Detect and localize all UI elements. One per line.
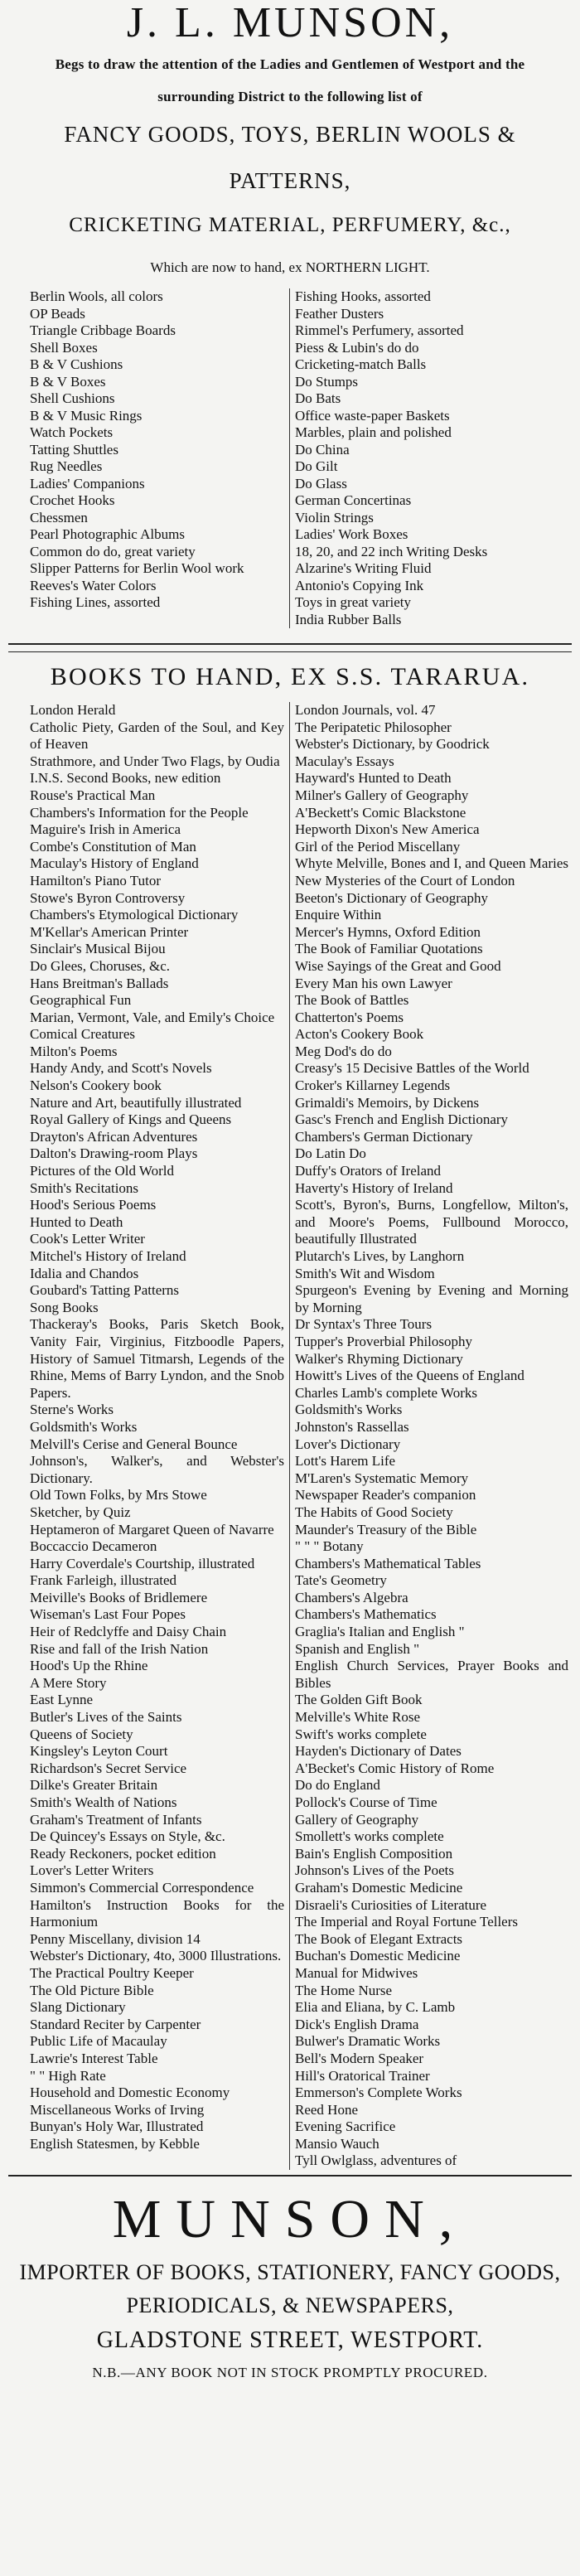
book-item: Creasy's 15 Decisive Battles of the World — [295, 1060, 529, 1077]
book-item: Chambers's Information for the People — [30, 804, 249, 821]
book-item: English Statesmen, by Kebble — [30, 2135, 200, 2152]
book-item: Marian, Vermont, Vale, and Emily's Choice — [30, 1009, 275, 1025]
list-item: Do Glass — [295, 475, 347, 491]
book-item: Gasc's French and English Dictionary — [295, 1111, 509, 1128]
book-item: Simmon's Commercial Correspondence — [30, 1879, 254, 1896]
book-item: Sinclair's Musical Bijou — [30, 941, 166, 957]
book-item: Acton's Cookery Book — [295, 1026, 424, 1043]
book-item: Mitchel's History of Ireland — [30, 1248, 186, 1264]
book-item: Chambers's German Dictionary — [295, 1128, 473, 1145]
book-item: Hans Breitman's Ballads — [30, 975, 169, 991]
book-item: Rouse's Practical Man — [30, 787, 156, 803]
book-item: Duffy's Orators of Ireland — [295, 1163, 442, 1179]
list-item: German Concertinas — [295, 492, 412, 508]
footer-address: GLADSTONE STREET, WESTPORT. — [96, 2327, 484, 2354]
book-item: Disraeli's Curiosities of Literature — [295, 1896, 487, 1913]
book-item: The Book of Elegant Extracts — [295, 1930, 463, 1947]
book-item: The Practical Poultry Keeper — [30, 1964, 194, 1981]
book-item: Goldsmith's Works — [30, 1418, 138, 1435]
book-item: Graham's Domestic Medicine — [295, 1879, 463, 1896]
book-item: Do do England — [295, 1777, 380, 1794]
list-item: B & V Cushions — [30, 356, 123, 372]
book-item: I.N.S. Second Books, new edition — [30, 770, 221, 787]
list-item: Office waste-paper Baskets — [295, 407, 450, 424]
list-item: Reeves's Water Colors — [30, 577, 157, 593]
book-item: The Old Picture Bible — [30, 1982, 154, 1998]
book-item: Dilke's Greater Britain — [30, 1777, 158, 1794]
list-item: Do China — [295, 441, 350, 458]
list-item: Chessmen — [30, 509, 88, 525]
footer-nb: N.B.—ANY BOOK NOT IN STOCK PROMPTLY PROCURED. — [92, 2365, 488, 2381]
book-item: The Book of Battles — [295, 992, 409, 1009]
list-item: Toys in great variety — [295, 594, 411, 610]
book-item: Comical Creatures — [30, 1026, 135, 1043]
book-item: Hayward's Hunted to Death — [295, 770, 452, 787]
book-item: Tate's Geometry — [295, 1572, 387, 1589]
book-item: Scott's, Byron's, Burns, Longfellow, Milton's, and Moore's Poems, Fullbound Morocco, beautifully Illustrated — [295, 1197, 568, 1247]
book-item: Webster's Dictionary, 4to, 3000 Illustrations. — [30, 1948, 282, 1964]
book-item: Bulwer's Dramatic Works — [295, 2033, 441, 2050]
book-item: Meg Dod's do do — [295, 1043, 392, 1059]
book-item: The Imperial and Royal Fortune Tellers — [295, 1914, 519, 1930]
book-item: The Golden Gift Book — [295, 1692, 423, 1708]
book-item: Wiseman's Last Four Popes — [30, 1606, 186, 1623]
book-item: Thackeray's Books, Paris Sketch Book, Vanity Fair, Virginius, Fitzboodle Papers, History of Samuel Titmarsh, Legends of the Rhine, Mems of Barry Lyndon, and the Snob Papers. — [30, 1316, 284, 1401]
book-item: Hayden's Dictionary of Dates — [295, 1743, 462, 1760]
list-item: Rimmel's Perfumery, assorted — [295, 322, 464, 338]
book-item: Handy Andy, and Scott's Novels — [30, 1060, 212, 1077]
book-item: Graglia's Italian and English " — [295, 1624, 465, 1640]
book-item: Chambers's Algebra — [295, 1589, 408, 1605]
book-item: Frank Farleigh, illustrated — [30, 1572, 177, 1589]
list-item: Crochet Hooks — [30, 492, 115, 508]
book-item: Hamilton's Instruction Books for the Harmonium — [30, 1896, 284, 1930]
list-item: Ladies' Work Boxes — [295, 526, 408, 542]
list-item: Shell Boxes — [30, 339, 98, 356]
book-item: " " High Rate — [30, 2067, 106, 2084]
fancy-goods-list — [8, 288, 572, 628]
book-item: London Journals, vol. 47 — [295, 702, 436, 718]
book-item: Mansio Wauch — [295, 2135, 379, 2152]
book-item: Royal Gallery of Kings and Queens — [30, 1111, 232, 1128]
book-item: Harry Coverdale's Courtship, illustrated — [30, 1555, 255, 1571]
book-item: Wise Sayings of the Great and Good — [295, 957, 501, 974]
book-item: De Quincey's Essays on Style, &c. — [30, 1828, 225, 1845]
book-item: Standard Reciter by Carpenter — [30, 2016, 201, 2032]
book-item: Meiville's Books of Bridlemere — [30, 1589, 208, 1605]
book-item: Grimaldi's Memoirs, by Dickens — [295, 1094, 480, 1111]
list-item: Cricketing-match Balls — [295, 356, 427, 372]
book-item: Hunted to Death — [30, 1213, 123, 1230]
book-item: Hill's Oratorical Trainer — [295, 2067, 430, 2084]
book-item: Queens of Society — [30, 1726, 133, 1742]
book-item: Catholic Piety, Garden of the Soul, and Key of Heaven — [30, 719, 284, 753]
book-item: Heir of Redclyffe and Daisy Chain — [30, 1624, 227, 1640]
book-item: Enquire Within — [295, 907, 382, 923]
book-item: " " " Botany — [295, 1538, 364, 1555]
book-item: Public Life of Macaulay — [30, 2033, 167, 2050]
book-item: Johnson's, Walker's, and Webster's Dictionary. — [30, 1453, 284, 1486]
section-divider — [8, 643, 572, 645]
book-item: Goldsmith's Works — [295, 1402, 403, 1418]
book-item: Howitt's Lives of the Queens of England — [295, 1368, 524, 1384]
intro-line-2: surrounding District to the following list of — [157, 89, 423, 104]
list-item: Do Bats — [295, 390, 341, 406]
book-item: Graham's Treatment of Infants — [30, 1811, 202, 1828]
list-item: Alzarine's Writing Fluid — [295, 560, 432, 576]
book-item: Do Glees, Choruses, &c. — [30, 957, 171, 974]
book-item: Chambers's Mathematical Tables — [295, 1555, 481, 1571]
book-item: Chambers's Mathematics — [295, 1606, 437, 1623]
book-item: Boccaccio Decameron — [30, 1538, 157, 1555]
book-item: Emmerson's Complete Works — [295, 2085, 462, 2101]
book-item: Miscellaneous Works of Irving — [30, 2101, 205, 2118]
book-item: Penny Miscellany, division 14 — [30, 1930, 201, 1947]
book-item: Bell's Modern Speaker — [295, 2050, 424, 2066]
book-item: Dr Syntax's Three Tours — [295, 1316, 433, 1333]
book-item: Maguire's Irish in America — [30, 821, 181, 838]
book-item: Girl of the Period Miscellany — [295, 838, 461, 855]
book-item: Heptameron of Margaret Queen of Navarre — [30, 1521, 274, 1537]
list-item: India Rubber Balls — [295, 611, 402, 627]
book-item: Elia and Eliana, by C. Lamb — [295, 1999, 456, 2016]
book-item: Milner's Gallery of Geography — [295, 787, 469, 803]
book-item: Lover's Dictionary — [295, 1436, 401, 1452]
book-item: Lott's Harem Life — [295, 1453, 396, 1470]
list-item: Do Stumps — [295, 373, 359, 390]
books-right-column — [290, 702, 572, 2170]
book-item: Melville's White Rose — [295, 1709, 421, 1726]
list-item: Tatting Shuttles — [30, 441, 118, 458]
book-item: Webster's Dictionary, by Goodrick — [295, 736, 490, 753]
book-item: The Home Nurse — [295, 1982, 393, 1998]
list-item: Pearl Photographic Albums — [30, 526, 185, 542]
book-item: Kingsley's Leyton Court — [30, 1743, 168, 1760]
book-item: Smith's Wit and Wisdom — [295, 1265, 435, 1281]
book-item: Johnston's Rassellas — [295, 1418, 409, 1435]
book-item: Maunder's Treasury of the Bible — [295, 1521, 477, 1537]
book-item: Lover's Letter Writers — [30, 1862, 154, 1879]
list-item: Berlin Wools, all colors — [30, 288, 163, 304]
book-item: Household and Domestic Economy — [30, 2085, 230, 2101]
book-item: Mercer's Hymns, Oxford Edition — [295, 923, 481, 940]
book-item: Geographical Fun — [30, 992, 132, 1009]
book-item: Dalton's Drawing-room Plays — [30, 1145, 198, 1162]
books-list — [8, 702, 572, 2170]
list-item: B & V Music Rings — [30, 407, 143, 424]
book-item: Smollett's works complete — [295, 1828, 444, 1845]
book-item: Pollock's Course of Time — [295, 1794, 437, 1810]
title-line-1: FANCY GOODS, TOYS, BERLIN WOOLS & PATTERNS, — [64, 122, 516, 193]
books-heading — [8, 652, 572, 702]
book-item: Every Man his own Lawyer — [295, 975, 452, 991]
list-item: Rug Needles — [30, 458, 103, 474]
book-item: Nelson's Cookery book — [30, 1077, 162, 1094]
book-item: Idalia and Chandos — [30, 1265, 139, 1281]
book-item: Hood's Up the Rhine — [30, 1658, 148, 1674]
book-item: Sterne's Works — [30, 1402, 114, 1418]
list-item: Violin Strings — [295, 509, 374, 525]
books-title: BOOKS TO HAND, EX S.S. TARARUA. — [50, 663, 530, 690]
book-item: Milton's Poems — [30, 1043, 118, 1059]
book-item: New Mysteries of the Court of London — [295, 872, 515, 889]
footer-divider — [8, 2175, 572, 2177]
book-item: Ready Reckoners, pocket edition — [30, 1845, 216, 1862]
book-item: Drayton's African Adventures — [30, 1128, 198, 1145]
book-item: Song Books — [30, 1299, 99, 1315]
footer-name: MUNSON, — [112, 2189, 468, 2250]
footer-line-1: IMPORTER OF BOOKS, STATIONERY, FANCY GOODS, — [19, 2260, 561, 2285]
list-item: Do Gilt — [295, 458, 338, 474]
book-item: Goubard's Tatting Patterns — [30, 1282, 180, 1299]
book-item: Swift's works complete — [295, 1726, 427, 1742]
book-item: Slang Dictionary — [30, 1999, 126, 2016]
list-item: Watch Pockets — [30, 424, 114, 440]
book-item: Johnson's Lives of the Poets — [295, 1862, 454, 1879]
which-line: Which are now to hand, ex NORTHERN LIGHT. — [150, 259, 430, 275]
book-item: Nature and Art, beautifully illustrated — [30, 1094, 242, 1111]
book-item: Evening Sacrifice — [295, 2118, 396, 2135]
book-item: Tyll Owlglass, adventures of — [295, 2152, 457, 2169]
book-item: Newspaper Reader's companion — [295, 1487, 476, 1503]
book-item: Smith's Wealth of Nations — [30, 1794, 177, 1810]
book-item: Stowe's Byron Controversy — [30, 889, 186, 906]
book-item: The Book of Familiar Quotations — [295, 941, 483, 957]
book-item: A'Beckett's Comic Blackstone — [295, 804, 466, 821]
list-item: Piess & Lubin's do do — [295, 339, 419, 356]
book-item: Maculay's Essays — [295, 753, 394, 769]
book-item: Bunyan's Holy War, Illustrated — [30, 2118, 204, 2135]
book-item: Old Town Folks, by Mrs Stowe — [30, 1487, 207, 1503]
merchant-name: J. L. MUNSON, — [126, 0, 454, 46]
list-item: Feather Dusters — [295, 305, 384, 322]
books-left-column — [8, 702, 290, 2170]
book-item: Maculay's History of England — [30, 855, 199, 872]
list-item: Triangle Cribbage Boards — [30, 322, 176, 338]
list-item: Antonio's Copying Ink — [295, 577, 424, 593]
book-item: The Habits of Good Society — [295, 1503, 453, 1520]
book-item: Bain's English Composition — [295, 1845, 453, 1862]
list-item: Slipper Patterns for Berlin Wool work — [30, 560, 244, 576]
book-item: Walker's Rhyming Dictionary — [295, 1350, 463, 1367]
book-item: Charles Lamb's complete Works — [295, 1384, 477, 1401]
book-item: Plutarch's Lives, by Langhorn — [295, 1248, 465, 1264]
book-item: Hood's Serious Poems — [30, 1197, 157, 1213]
list-item: B & V Boxes — [30, 373, 106, 390]
book-item: Rise and fall of the Irish Nation — [30, 1640, 209, 1657]
book-item: Reed Hone — [295, 2101, 359, 2118]
book-item: Gallery of Geography — [295, 1811, 419, 1828]
book-item: Melvill's Cerise and General Bounce — [30, 1436, 238, 1452]
book-item: Croker's Killarney Legends — [295, 1077, 451, 1094]
book-item: Pictures of the Old World — [30, 1163, 174, 1179]
book-item: Whyte Melville, Bones and I, and Queen Maries — [295, 855, 568, 872]
list-item: OP Beads — [30, 305, 85, 322]
book-item: A Mere Story — [30, 1674, 107, 1691]
book-item: Chambers's Etymological Dictionary — [30, 907, 239, 923]
book-item: Dick's English Drama — [295, 2016, 419, 2032]
book-item: M'Kellar's American Printer — [30, 923, 189, 940]
book-item: Cook's Letter Writer — [30, 1231, 145, 1247]
book-item: English Church Services, Prayer Books and Bibles — [295, 1658, 568, 1691]
book-item: M'Laren's Systematic Memory — [295, 1470, 469, 1486]
book-item: Do Latin Do — [295, 1145, 366, 1162]
book-item: Manual for Midwives — [295, 1964, 418, 1981]
fancy-goods-right-column — [290, 288, 572, 628]
book-item: Butler's Lives of the Saints — [30, 1709, 182, 1726]
footer-section — [8, 2183, 572, 2387]
book-item: Smith's Recitations — [30, 1179, 139, 1196]
book-item: Haverty's History of Ireland — [295, 1179, 453, 1196]
list-item: Shell Cushions — [30, 390, 115, 406]
book-item: Beeton's Dictionary of Geography — [295, 889, 488, 906]
book-item: Strathmore, and Under Two Flags, by Oudia — [30, 753, 280, 769]
book-item: A'Becket's Comic History of Rome — [295, 1760, 495, 1776]
book-item: Sketcher, by Quiz — [30, 1503, 131, 1520]
fancy-goods-left-column — [8, 288, 290, 628]
header-section — [8, 0, 572, 288]
book-item: Buchan's Domestic Medicine — [295, 1948, 461, 1964]
list-item: 18, 20, and 22 inch Writing Desks — [295, 543, 488, 559]
title-line-2: CRICKETING MATERIAL, PERFUMERY, &c., — [69, 214, 511, 236]
list-item: Marbles, plain and polished — [295, 424, 452, 440]
book-item: Spanish and English " — [295, 1640, 420, 1657]
book-item: The Peripatetic Philosopher — [295, 719, 452, 735]
book-item: Combe's Constitution of Man — [30, 838, 196, 855]
list-item: Common do do, great variety — [30, 543, 196, 559]
book-item: Hepworth Dixon's New America — [295, 821, 480, 838]
intro-line-1: Begs to draw the attention of the Ladies and Gentlemen of Westport and the — [55, 56, 525, 72]
book-item: Chatterton's Poems — [295, 1009, 404, 1025]
list-item: Ladies' Companions — [30, 475, 145, 491]
book-item: London Herald — [30, 702, 116, 718]
book-item: Spurgeon's Evening by Evening and Morning by Morning — [295, 1282, 568, 1315]
book-item: Richardson's Secret Service — [30, 1760, 187, 1776]
list-item: Fishing Hooks, assorted — [295, 288, 431, 304]
book-item: Lawrie's Interest Table — [30, 2050, 158, 2066]
book-item: Tupper's Proverbial Philosophy — [295, 1333, 473, 1349]
footer-line-2: PERIODICALS, & NEWSPAPERS, — [126, 2293, 454, 2318]
book-item: East Lynne — [30, 1692, 94, 1708]
list-item: Fishing Lines, assorted — [30, 594, 161, 610]
book-item: Hamilton's Piano Tutor — [30, 872, 161, 889]
